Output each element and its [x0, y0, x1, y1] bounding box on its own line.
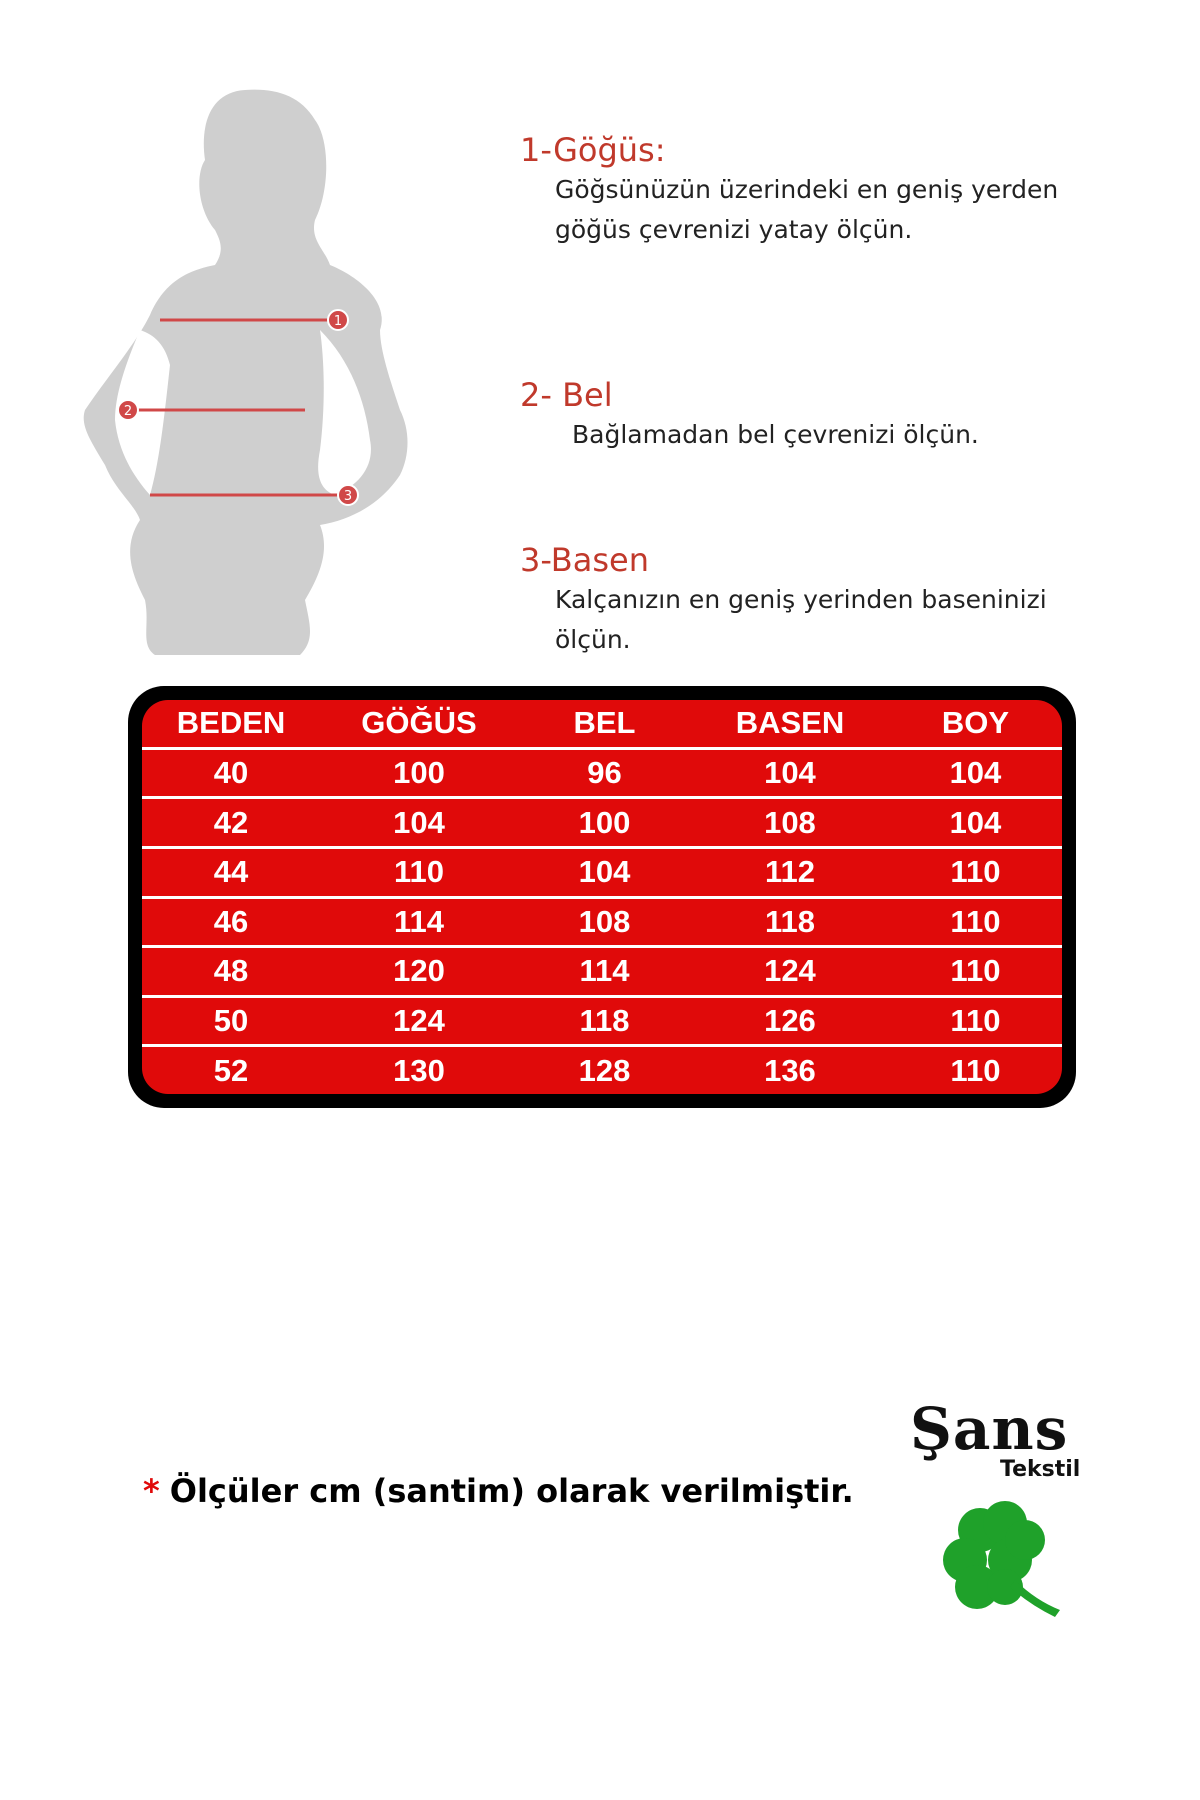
- table-cell: 104: [764, 754, 816, 790]
- clover-icon: [935, 1495, 1065, 1625]
- table-cell: 118: [579, 1003, 630, 1039]
- table-cell: 110: [950, 1052, 1001, 1088]
- instruction-text: Göğsünüzün üzerindeki en geniş yerden: [555, 175, 1059, 204]
- table-cell: 108: [764, 804, 816, 840]
- table-cell: 104: [949, 754, 1002, 790]
- table-cell: 52: [213, 1052, 249, 1088]
- marker-1-label: 1: [333, 314, 343, 329]
- table-cell: 110: [393, 854, 444, 890]
- instruction-chest: [520, 130, 1140, 250]
- table-row: [142, 849, 1062, 899]
- instruction-title: 3-Basen: [520, 541, 649, 579]
- size-table: [142, 700, 1062, 1094]
- instruction-title: 1-Göğüs:: [520, 131, 666, 169]
- table-cell: 114: [393, 903, 444, 939]
- table-row: [142, 948, 1062, 998]
- unit-note: [143, 1472, 854, 1510]
- table-row: [142, 1047, 1062, 1094]
- brand-logo: [905, 1395, 1105, 1625]
- table-header-row: [142, 700, 1062, 750]
- table-cell: 44: [213, 854, 249, 890]
- table-cell: 100: [393, 754, 445, 790]
- logo-brand-name: Şans: [910, 1395, 1069, 1463]
- table-cell: 114: [579, 953, 630, 989]
- table-cell: 110: [950, 854, 1001, 890]
- table-cell: 124: [764, 953, 816, 989]
- table-cell: 104: [949, 804, 1002, 840]
- table-cell: 110: [950, 953, 1001, 989]
- table-cell: 50: [213, 1003, 249, 1039]
- table-cell: 42: [213, 804, 249, 840]
- table-cell: 118: [764, 903, 815, 939]
- table-cell: 124: [393, 1003, 445, 1039]
- table-cell: 104: [578, 854, 631, 890]
- silhouette-illustration: [80, 80, 480, 660]
- note-asterisk: *: [143, 1472, 160, 1510]
- table-cell: 96: [587, 754, 622, 790]
- table-cell: 46: [213, 903, 249, 939]
- header-cell: BOY: [941, 705, 1010, 741]
- logo-subtitle: Tekstil: [1000, 1457, 1081, 1482]
- instruction-hip: [520, 540, 1140, 660]
- table-cell: 104: [393, 804, 445, 840]
- instruction-text: Kalçanızın en geniş yerinden baseninizi: [555, 585, 1047, 614]
- header-cell: BASEN: [735, 705, 845, 741]
- table-cell: 112: [764, 854, 815, 890]
- header-cell: BEDEN: [176, 705, 286, 741]
- table-row: [142, 799, 1062, 849]
- instruction-text: ölçün.: [555, 625, 631, 654]
- table-cell: 108: [578, 903, 631, 939]
- body-measurement-figure: [80, 80, 480, 660]
- table-cell: 120: [393, 953, 445, 989]
- table-cell: 48: [213, 953, 249, 989]
- instruction-waist: [520, 375, 1140, 455]
- marker-2-label: 2: [123, 404, 133, 419]
- table-row: [142, 998, 1062, 1048]
- instruction-title: 2- Bel: [520, 376, 613, 414]
- table-cell: 126: [764, 1003, 816, 1039]
- table-cell: 110: [950, 1003, 1001, 1039]
- size-table-frame: [128, 686, 1076, 1108]
- table-cell: 130: [393, 1052, 445, 1088]
- table-cell: 110: [950, 903, 1001, 939]
- instruction-text: göğüs çevrenizi yatay ölçün.: [555, 215, 913, 244]
- table-cell: 100: [578, 804, 631, 840]
- instruction-text: Bağlamadan bel çevrenizi ölçün.: [572, 420, 979, 449]
- table-row: [142, 750, 1062, 800]
- header-cell: BEL: [573, 705, 636, 741]
- header-cell: GÖĞÜS: [361, 705, 477, 741]
- table-cell: 40: [213, 754, 249, 790]
- note-text: Ölçüler cm (santim) olarak verilmiştir.: [169, 1472, 854, 1510]
- table-cell: 136: [764, 1052, 816, 1088]
- table-cell: 128: [578, 1052, 631, 1088]
- marker-3-label: 3: [343, 489, 353, 504]
- table-row: [142, 899, 1062, 949]
